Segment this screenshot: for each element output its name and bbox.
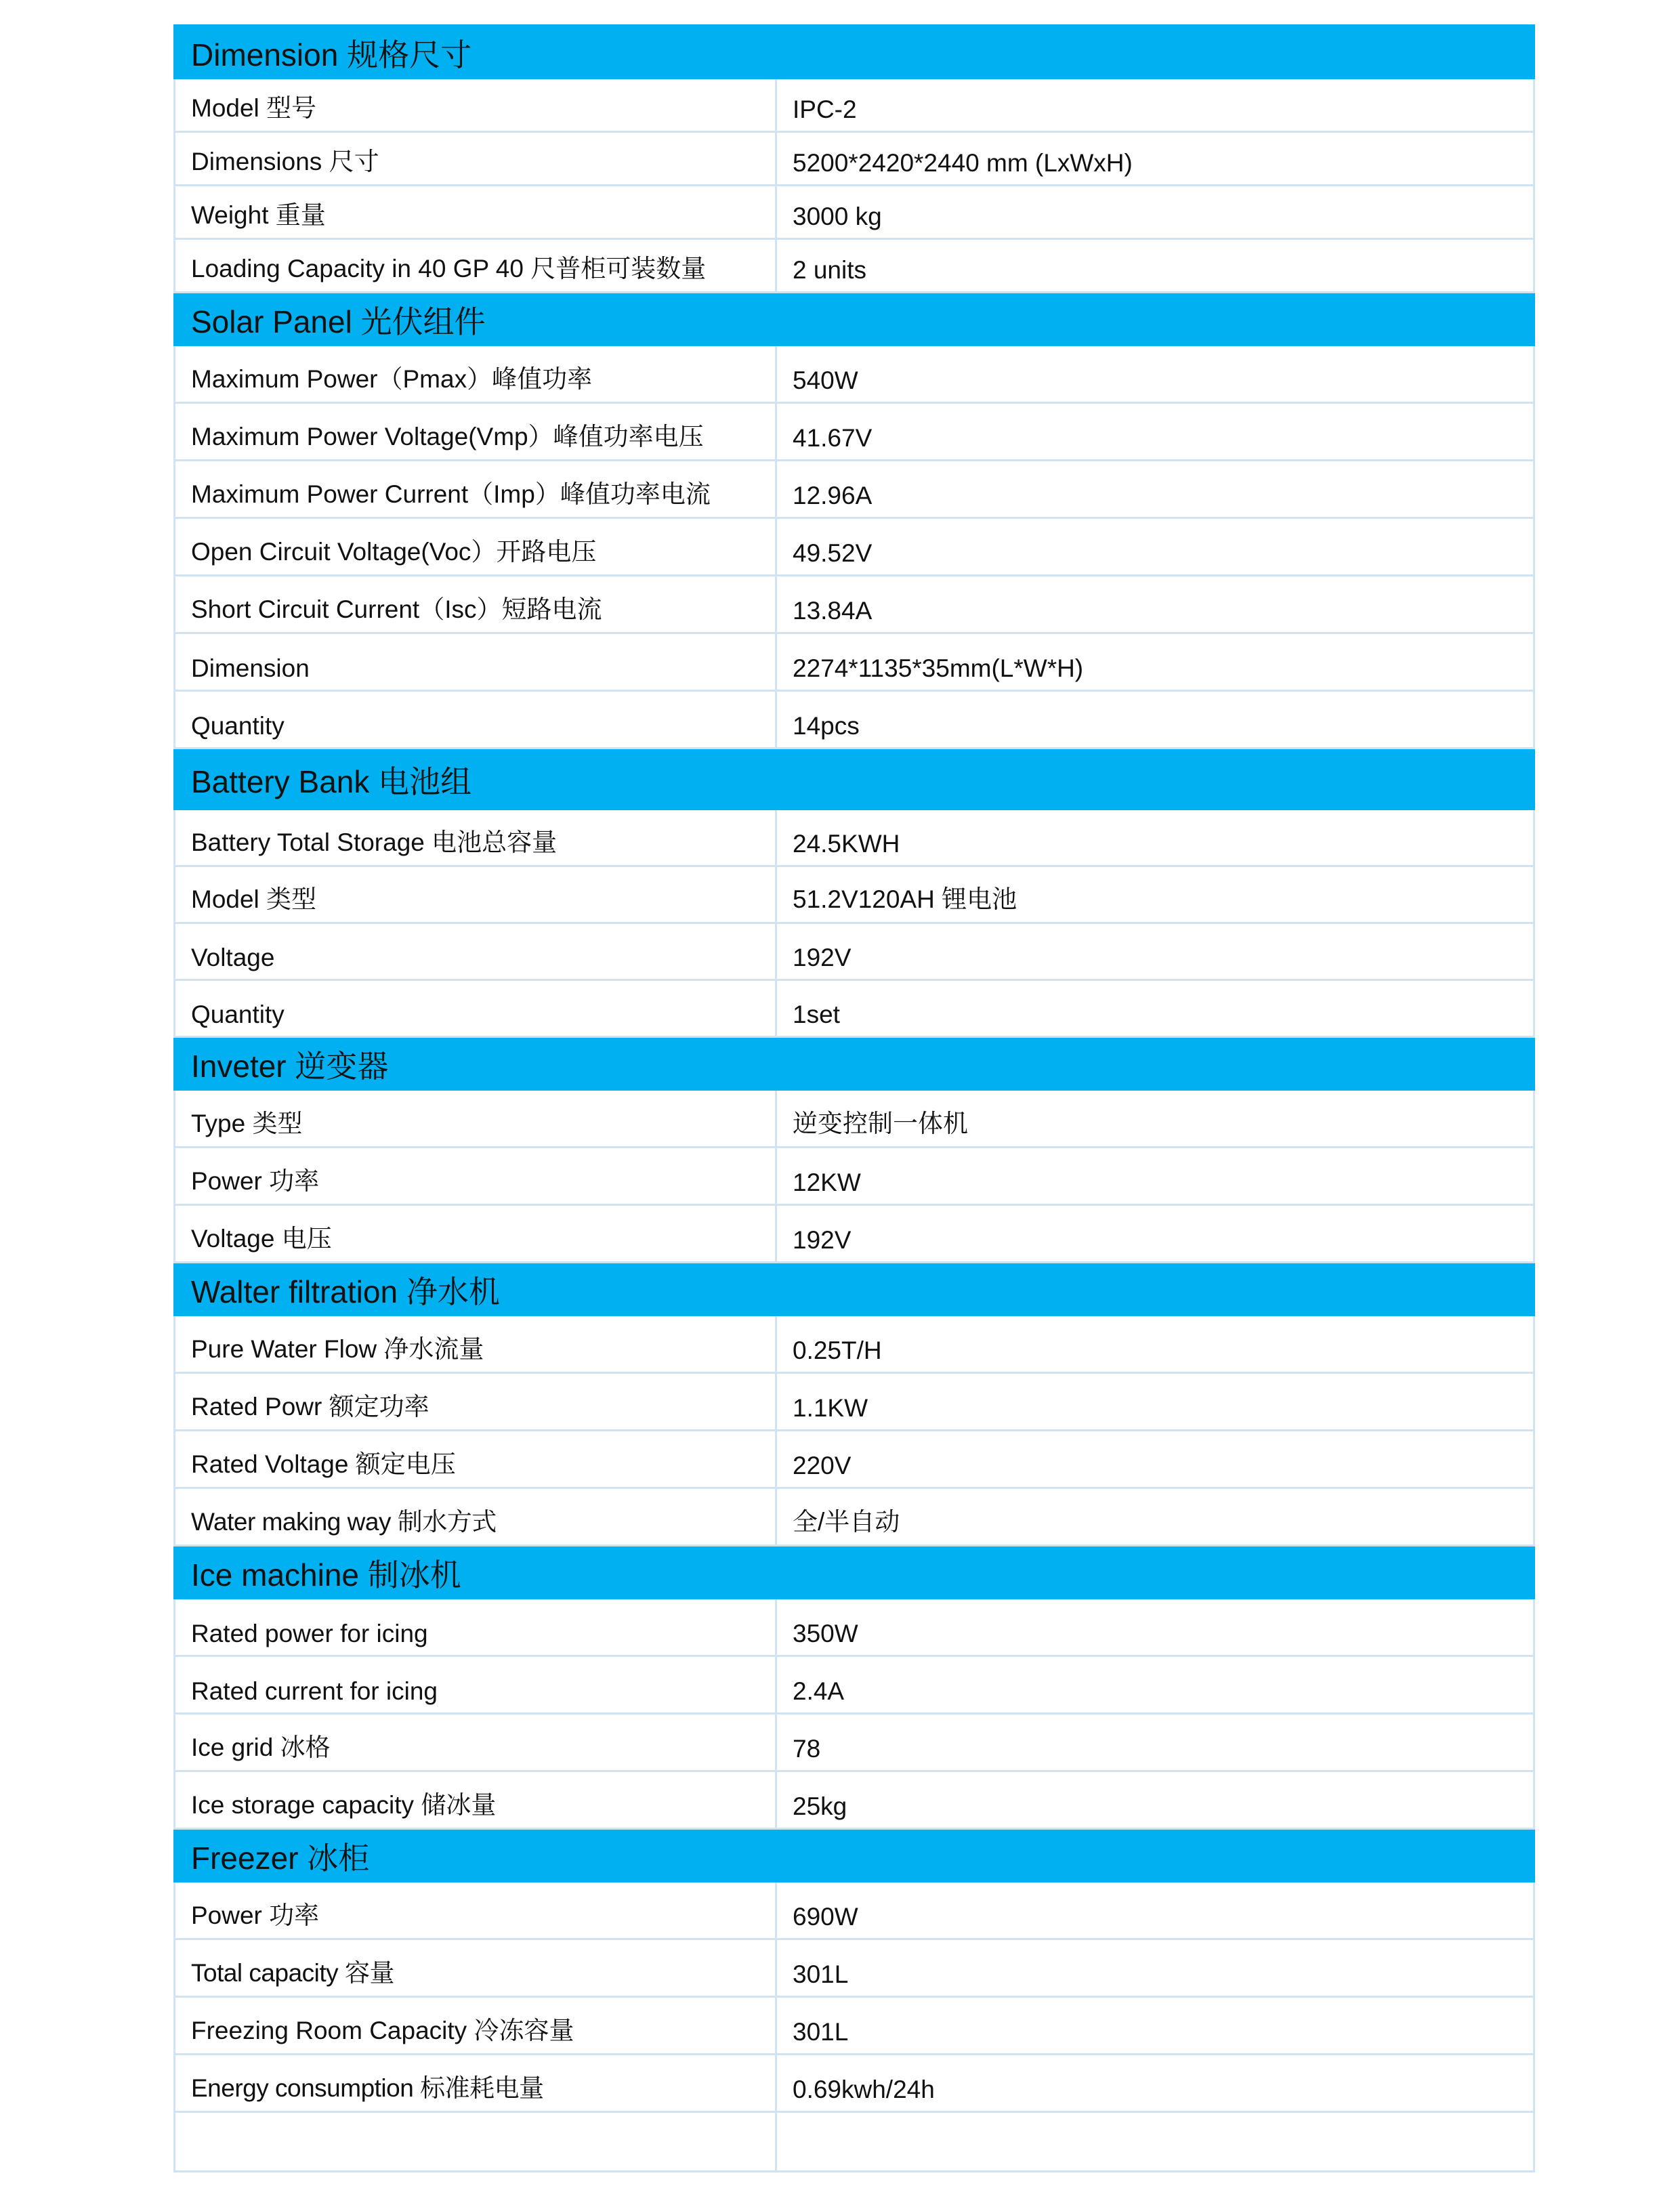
spec-value: 192V — [776, 1205, 1534, 1263]
section-header-ice-machine — [175, 1546, 1534, 1599]
spec-value: 540W — [776, 345, 1534, 403]
section-header-freezer — [175, 1829, 1534, 1882]
spec-label: Ice grid 冰格 — [175, 1714, 776, 1771]
table-row — [175, 1431, 1534, 1488]
table-row — [175, 1714, 1534, 1771]
section-header-battery-bank — [175, 749, 1534, 809]
spec-value: 25kg — [776, 1771, 1534, 1829]
spec-label: Water making way 制水方式 — [175, 1488, 776, 1546]
table-row — [175, 633, 1534, 691]
spec-value: 0.69kwh/24h — [776, 2055, 1534, 2112]
empty-cell — [776, 2112, 1534, 2172]
table-row — [175, 186, 1534, 239]
spec-value: 41.67V — [776, 403, 1534, 461]
table-row — [175, 866, 1534, 923]
section-title: Freezer 冰柜 — [175, 1829, 1534, 1882]
section-header-water-filtration — [175, 1263, 1534, 1316]
spec-label: Rated power for icing — [175, 1599, 776, 1656]
section-title: Solar Panel 光伏组件 — [175, 293, 1534, 345]
spec-value: 全/半自动 — [776, 1488, 1534, 1546]
spec-value: 301L — [776, 1939, 1534, 1997]
table-row — [175, 79, 1534, 132]
spec-value: 2.4A — [776, 1656, 1534, 1714]
spec-value: 14pcs — [776, 691, 1534, 749]
table-row — [175, 923, 1534, 980]
spec-value: 220V — [776, 1431, 1534, 1488]
section-title: Dimension 规格尺寸 — [175, 26, 1534, 79]
table-row — [175, 1488, 1534, 1546]
spec-label: Quantity — [175, 980, 776, 1037]
section-title: Inveter 逆变器 — [175, 1037, 1534, 1090]
table-row — [175, 132, 1534, 186]
spec-table — [173, 24, 1535, 2172]
spec-value: 51.2V120AH 锂电池 — [776, 866, 1534, 923]
spec-value: 13.84A — [776, 576, 1534, 633]
spec-label: Dimensions 尺寸 — [175, 132, 776, 186]
table-row — [175, 980, 1534, 1037]
spec-label: Ice storage capacity 储冰量 — [175, 1771, 776, 1829]
table-row — [175, 1090, 1534, 1148]
table-row — [175, 403, 1534, 461]
spec-label: Quantity — [175, 691, 776, 749]
table-row — [175, 809, 1534, 866]
table-row — [175, 1882, 1534, 1939]
table-row — [175, 1656, 1534, 1714]
spec-label: Weight 重量 — [175, 186, 776, 239]
empty-cell — [175, 2112, 776, 2172]
spec-label: Model 类型 — [175, 866, 776, 923]
spec-label: Maximum Power Current（Imp）峰值功率电流 — [175, 461, 776, 518]
spec-label: Dimension — [175, 633, 776, 691]
spec-label: Rated current for icing — [175, 1656, 776, 1714]
table-row — [175, 691, 1534, 749]
spec-value: 0.25T/H — [776, 1316, 1534, 1373]
spec-label: Rated Powr 额定功率 — [175, 1373, 776, 1431]
section-title: Ice machine 制冰机 — [175, 1546, 1534, 1599]
table-row — [175, 1771, 1534, 1829]
spec-value: 3000 kg — [776, 186, 1534, 239]
table-row — [175, 2055, 1534, 2112]
spec-value: 1.1KW — [776, 1373, 1534, 1431]
table-row — [175, 239, 1534, 293]
spec-label: Rated Voltage 额定电压 — [175, 1431, 776, 1488]
spec-value: IPC-2 — [776, 79, 1534, 132]
spec-label: Freezing Room Capacity 冷冻容量 — [175, 1997, 776, 2055]
spec-value: 2274*1135*35mm(L*W*H) — [776, 633, 1534, 691]
section-title: Battery Bank 电池组 — [175, 749, 1534, 809]
table-row — [175, 1599, 1534, 1656]
spec-label: Type 类型 — [175, 1090, 776, 1148]
spec-value: 301L — [776, 1997, 1534, 2055]
spec-label: Pure Water Flow 净水流量 — [175, 1316, 776, 1373]
table-row — [175, 1997, 1534, 2055]
table-row — [175, 345, 1534, 403]
spec-label: Battery Total Storage 电池总容量 — [175, 809, 776, 866]
table-row — [175, 461, 1534, 518]
spec-value: 5200*2420*2440 mm (LxWxH) — [776, 132, 1534, 186]
spec-value: 78 — [776, 1714, 1534, 1771]
spec-label: Loading Capacity in 40 GP 40 尺普柜可装数量 — [175, 239, 776, 293]
spec-value: 350W — [776, 1599, 1534, 1656]
spec-label: Energy consumption 标准耗电量 — [175, 2055, 776, 2112]
spec-value: 192V — [776, 923, 1534, 980]
spec-value: 2 units — [776, 239, 1534, 293]
spec-label: Voltage — [175, 923, 776, 980]
spec-value: 690W — [776, 1882, 1534, 1939]
spec-value: 49.52V — [776, 518, 1534, 576]
spec-value: 24.5KWH — [776, 809, 1534, 866]
spec-value: 12KW — [776, 1148, 1534, 1205]
table-row-empty — [175, 2112, 1534, 2172]
section-header-inverter — [175, 1037, 1534, 1090]
spec-label: Power 功率 — [175, 1882, 776, 1939]
section-header-dimension — [175, 26, 1534, 79]
section-header-solar-panel — [175, 293, 1534, 345]
spec-label: Open Circuit Voltage(Voc）开路电压 — [175, 518, 776, 576]
table-row — [175, 1148, 1534, 1205]
spec-label: Maximum Power Voltage(Vmp）峰值功率电压 — [175, 403, 776, 461]
table-row — [175, 1205, 1534, 1263]
spec-label: Maximum Power（Pmax）峰值功率 — [175, 345, 776, 403]
table-row — [175, 1373, 1534, 1431]
spec-label: Short Circuit Current（Isc）短路电流 — [175, 576, 776, 633]
spec-label: Model 型号 — [175, 79, 776, 132]
spec-value: 逆变控制一体机 — [776, 1090, 1534, 1148]
section-title: Walter filtration 净水机 — [175, 1263, 1534, 1316]
table-row — [175, 1939, 1534, 1997]
table-row — [175, 518, 1534, 576]
table-row — [175, 576, 1534, 633]
table-row — [175, 1316, 1534, 1373]
spec-value: 12.96A — [776, 461, 1534, 518]
spec-label: Voltage 电压 — [175, 1205, 776, 1263]
spec-value: 1set — [776, 980, 1534, 1037]
spec-label: Power 功率 — [175, 1148, 776, 1205]
spec-label: Total capacity 容量 — [175, 1939, 776, 1997]
